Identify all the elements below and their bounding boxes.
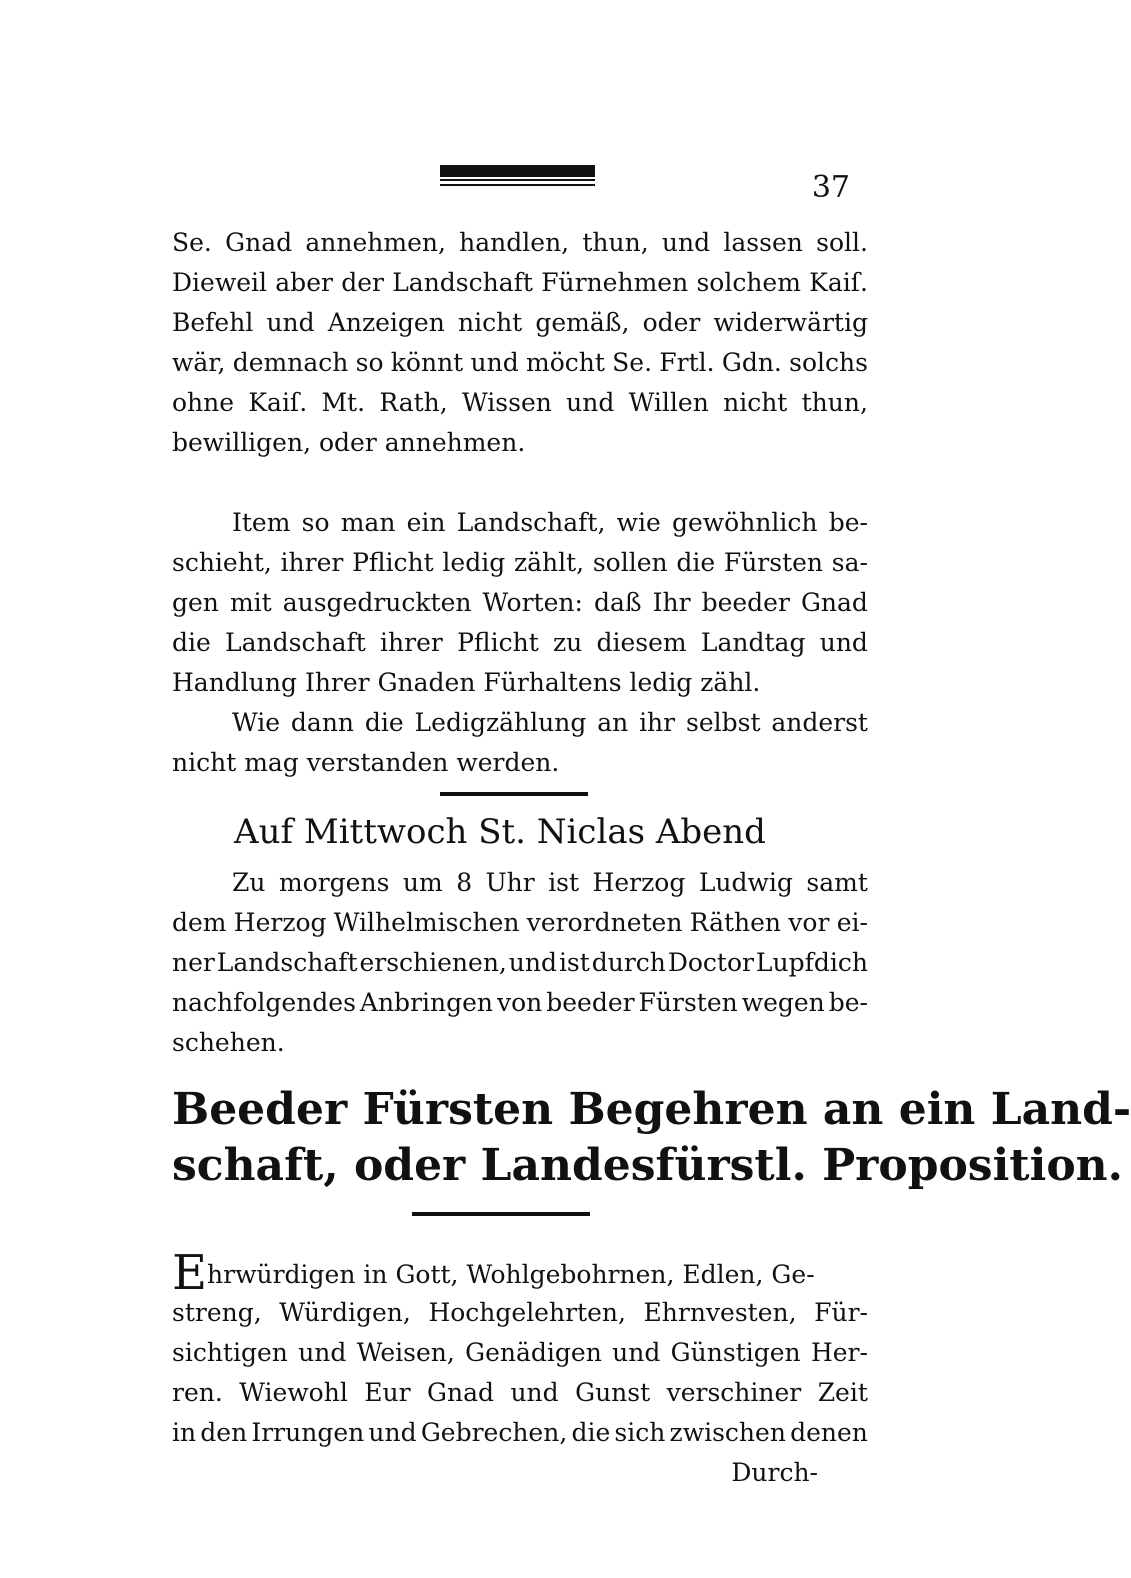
section-divider <box>440 792 588 796</box>
text-line: Item so man ein Landschaft, wie gewöhnlich be- <box>232 508 868 537</box>
text-line: Handlung Ihrer Gnaden Fürhaltens ledig zähl. <box>172 668 761 697</box>
text-line: wär, demnach so könnt und möcht Se. Frtl. Gdn. solchs <box>172 348 868 377</box>
title-divider <box>412 1212 590 1216</box>
proposition-title-line: schaft, oder Landesfürstl. Proposition. <box>172 1140 1123 1191</box>
drop-cap: E <box>172 1245 208 1301</box>
page-number: 37 <box>811 170 850 205</box>
first-line-rest: hrwürdigen in Gott, Wohlgebohrnen, Edlen, Ge- <box>207 1260 815 1289</box>
top-ornamental-rule <box>440 165 595 187</box>
text-line <box>172 1245 868 1301</box>
text-line: schieht, ihrer Pflicht ledig zählt, sollen die Fürsten sa- <box>172 548 868 577</box>
catchword: Durch- <box>731 1458 818 1487</box>
text-line: nicht mag verstanden werden. <box>172 748 560 777</box>
text-line: ner Landschaft erschienen, und ist durch Doctor Lupfdich <box>172 948 868 977</box>
text-line: Befehl und Anzeigen nicht gemäß, oder widerwärtig <box>172 308 868 337</box>
text-line: die Landschaft ihrer Pflicht zu diesem Landtag und <box>172 628 868 657</box>
text-line: ohne Kaiſ. Mt. Rath, Wissen und Willen nicht thun, <box>172 388 868 417</box>
text-line: streng, Würdigen, Hochgelehrten, Ehrnvesten, Für- <box>172 1298 868 1327</box>
text-line: in den Irrungen und Gebrechen, die sich zwischen denen <box>172 1418 868 1447</box>
text-line: dem Herzog Wilhelmischen verordneten Räthen vor ei- <box>172 908 868 937</box>
text-line: gen mit ausgedruckten Worten: daß Ihr beeder Gnad <box>172 588 868 617</box>
text-line: bewilligen, oder annehmen. <box>172 428 526 457</box>
text-line: Wie dann die Ledigzählung an ihr selbst anderst <box>232 708 868 737</box>
text-line: Zu morgens um 8 Uhr ist Herzog Ludwig samt <box>232 868 868 897</box>
section-heading: Auf Mittwoch St. Niclas Abend <box>234 812 766 852</box>
text-line: nachfolgendes Anbringen von beeder Fürsten wegen be- <box>172 988 868 1017</box>
text-line: schehen. <box>172 1028 285 1057</box>
text-line: ren. Wiewohl Eur Gnad und Gunst verschiner Zeit <box>172 1378 868 1407</box>
text-line: sichtigen und Weisen, Genädigen und Günstigen Her- <box>172 1338 868 1367</box>
text-line: Se. Gnad annehmen, handlen, thun, und lassen soll. <box>172 228 868 257</box>
proposition-title-line: Beeder Fürsten Begehren an ein Land- <box>172 1084 1131 1135</box>
text-line: Dieweil aber der Landschaft Fürnehmen solchem Kaiſ. <box>172 268 868 297</box>
